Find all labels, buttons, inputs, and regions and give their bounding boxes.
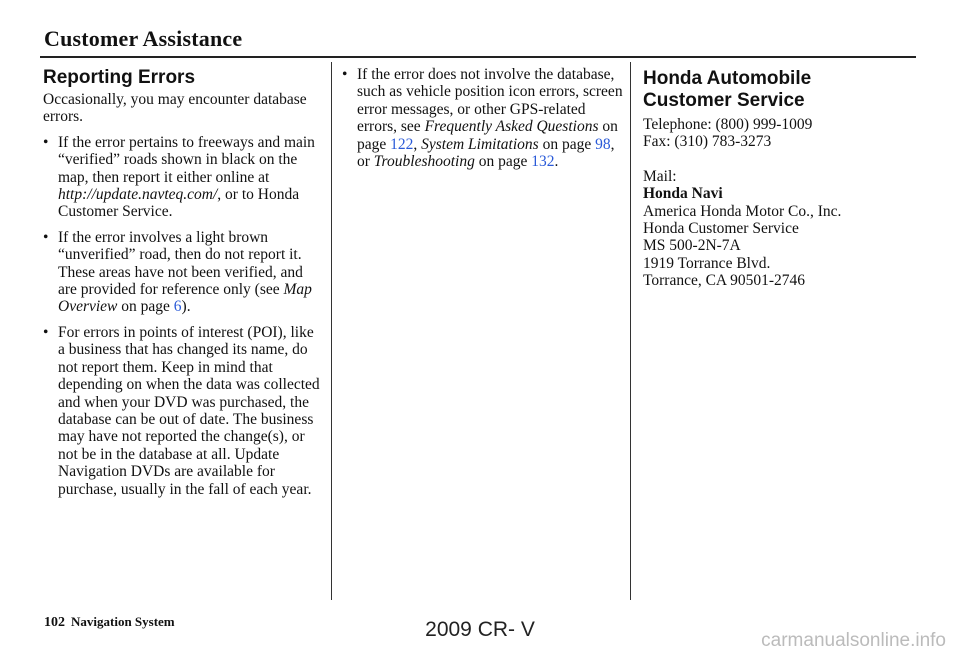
bullet-unverified-text: If the error involves a light brown “unverified” road, then do not report it. These areas have not been verified, and are provided for reference only (see xyxy=(58,228,303,299)
separator: , xyxy=(413,135,422,153)
customer-service-heading-line2: Customer Service xyxy=(643,90,805,111)
address-line-3: Honda Customer Service xyxy=(643,220,799,238)
address-line-5: 1919 Torrance Blvd. xyxy=(643,254,771,272)
bullet-non-database xyxy=(342,66,624,170)
bullet-poi-text: For errors in points of interest (POI), like a business that has changed its name, do not report them. Keep in mind that depending on when the data was collected and when your DVD was purchased, the database can be out of date. The business may have not reported the change(s), or not be in the database at all. Update Navigation DVDs are available for purchase, usually in the fall of each year. xyxy=(58,323,320,498)
address-line-1: Honda Navi xyxy=(643,185,723,203)
customer-service-heading xyxy=(643,68,919,112)
bullet-non-database-text: If the error does not involve the database, such as vehicle position icon errors, screen error messages, or other GPS-related errors, see xyxy=(357,66,623,136)
mail-label: Mail: xyxy=(643,167,677,185)
system-limitations-ref: System Limitations xyxy=(421,135,539,153)
map-overview-ref: Map Overview xyxy=(58,281,312,316)
bullet-glyph: • xyxy=(43,323,49,341)
address-line-4: MS 500-2N-7A xyxy=(643,237,741,255)
bullet-freeways-tail: , or to Honda Customer Service. xyxy=(58,186,300,221)
reporting-errors-heading: Reporting Errors xyxy=(43,67,196,88)
site-watermark: carmanualsonline.info xyxy=(761,630,946,651)
bullet-glyph: • xyxy=(342,66,348,83)
bullet-poi-errors xyxy=(43,324,323,498)
bullet-freeways-text: If the error pertains to freeways and main “verified” roads shown in black on the map, then report it either online at xyxy=(58,133,315,186)
page-number: 102 xyxy=(44,615,65,630)
fax-number: Fax: (310) 783-3273 xyxy=(643,133,772,151)
header-rule xyxy=(40,56,916,58)
customer-service-heading-line1: Honda Automobile xyxy=(643,68,812,89)
right-column xyxy=(643,66,919,290)
intro-paragraph: Occasionally, you may encounter database errors. xyxy=(43,91,307,126)
on-page-text: on page xyxy=(538,135,596,153)
left-column xyxy=(43,66,323,506)
model-watermark: 2009 CR- V xyxy=(425,618,535,641)
faq-ref: Frequently Asked Questions xyxy=(424,118,599,136)
middle-column xyxy=(342,66,624,178)
bullet-glyph: • xyxy=(43,133,49,151)
column-divider-right xyxy=(630,62,631,600)
page-link-122[interactable]: 122 xyxy=(390,135,414,153)
separator: , or xyxy=(357,135,615,171)
page-link-6[interactable]: 6 xyxy=(173,298,182,316)
page-title: Customer Assistance xyxy=(44,26,243,51)
bullet-glyph: • xyxy=(43,228,49,246)
page-link-98[interactable]: 98 xyxy=(595,135,611,153)
page-link-132[interactable]: 132 xyxy=(531,153,555,171)
footer-section-title: Navigation System xyxy=(71,614,175,629)
end-punctuation: . xyxy=(554,153,559,171)
on-page-text: on page xyxy=(474,153,532,171)
bullet-unverified-road xyxy=(43,229,323,316)
column-divider-left xyxy=(331,62,332,600)
on-page-text: on page xyxy=(357,118,618,153)
bullet-unverified-tail: ). xyxy=(181,298,191,316)
bullet-freeways xyxy=(43,134,323,221)
address-line-6: Torrance, CA 90501-2746 xyxy=(643,272,806,290)
on-page-text: on page xyxy=(117,298,174,316)
troubleshooting-ref: Troubleshooting xyxy=(373,153,475,171)
spacer xyxy=(643,151,919,168)
address-line-2: America Honda Motor Co., Inc. xyxy=(643,202,842,220)
navteq-url[interactable]: http://update.navteq.com/ xyxy=(58,186,218,204)
telephone-number: Telephone: (800) 999-1009 xyxy=(643,116,813,133)
